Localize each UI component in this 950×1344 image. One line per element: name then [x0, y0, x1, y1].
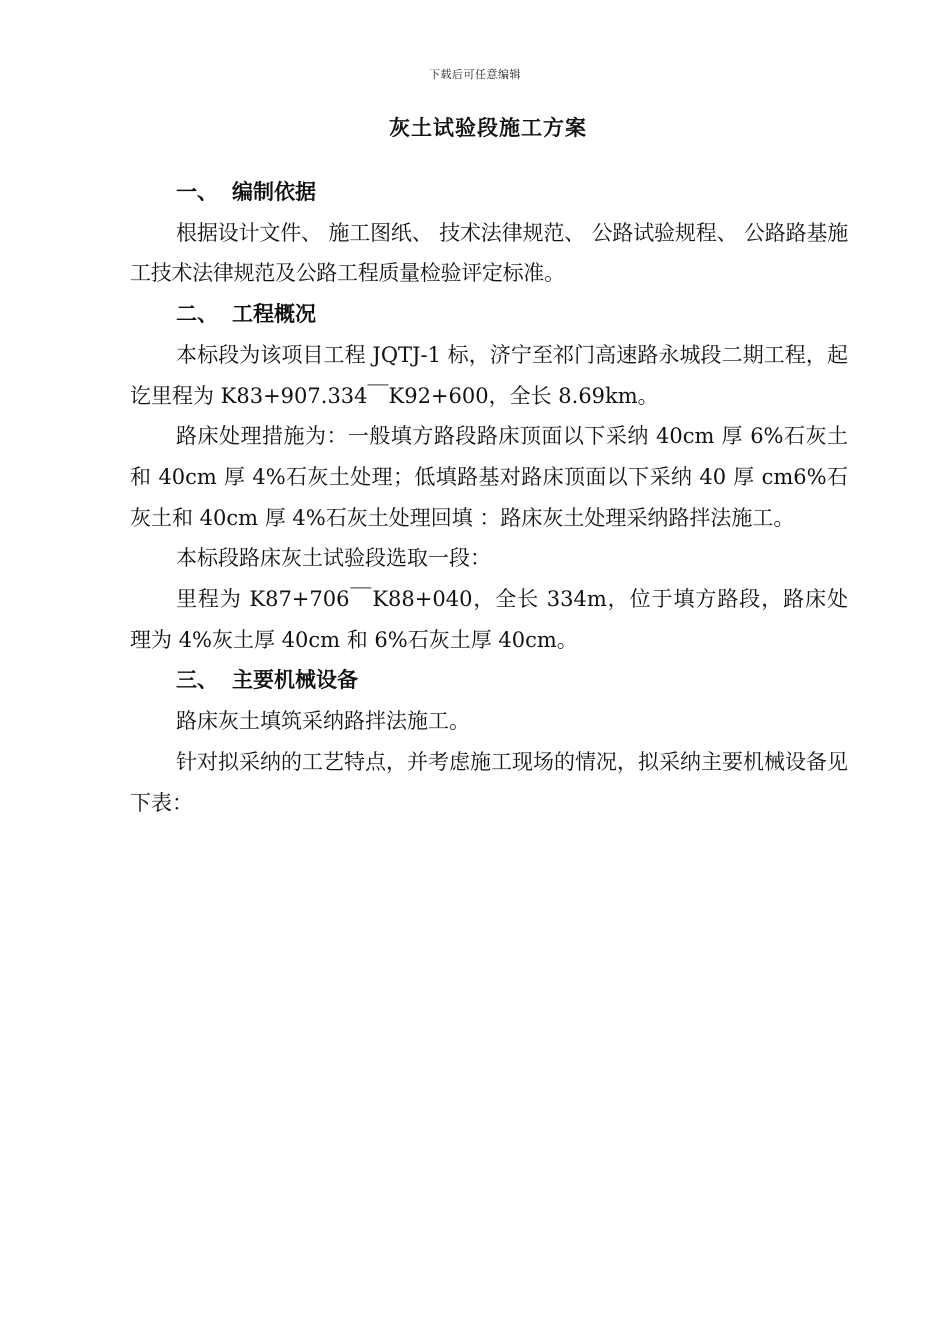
section-number: 三、 — [176, 668, 218, 693]
section-overview — [130, 294, 848, 660]
section-number: 二、 — [176, 302, 218, 327]
section-equipment — [130, 660, 848, 823]
section-title: 主要机械设备 — [232, 668, 358, 693]
header-note: 下载后可任意编辑 — [429, 68, 521, 81]
paragraph: 本标段为该项目工程 JQTJ-1 标，济宁至祁门高速路永城段二期工程，起讫里程为 K83+907.334￣K92+600，全长 8.69km。 — [130, 342, 848, 408]
section-heading — [130, 660, 848, 701]
paragraph: 路床灰土填筑采纳路拌法施工。 — [176, 709, 470, 734]
section-title: 编制依据 — [232, 180, 316, 204]
section-number: 一、 — [176, 180, 218, 204]
paragraph: 本标段路床灰土试验段选取一段： — [176, 546, 491, 571]
section-title: 工程概况 — [232, 302, 316, 327]
paragraph: 针对拟采纳的工艺特点，并考虑施工现场的情况，拟采纳主要机械设备见下表： — [130, 749, 848, 815]
section-heading — [130, 294, 848, 335]
paragraph: 根据设计文件、 施工图纸、 技术法律规范、 公路试验规程、 公路路基施工技术法律规范及公路工程质量检验评定标准。 — [130, 220, 848, 286]
document-title: 灰土试验段施工方案 — [389, 116, 587, 140]
paragraph: 路床处理措施为：一般填方路段路床顶面以下采纳 40cm 厚 6%石灰土和 40cm 厚 4%石灰土处理；低填路基对路床顶面以下采纳 40 厚 cm6%石灰土和 40cm 厚 4%石灰土处理回填 ：路床灰土处理采纳路拌法施工。 — [130, 424, 848, 530]
section-heading — [130, 172, 848, 213]
document-body — [130, 172, 848, 823]
section-basis — [130, 172, 848, 294]
paragraph: 里程为 K87+706￣K88+040，全长 334m，位于填方路段，路床处理为 4%灰土厚 40cm 和 6%石灰土厚 40cm。 — [130, 587, 848, 652]
